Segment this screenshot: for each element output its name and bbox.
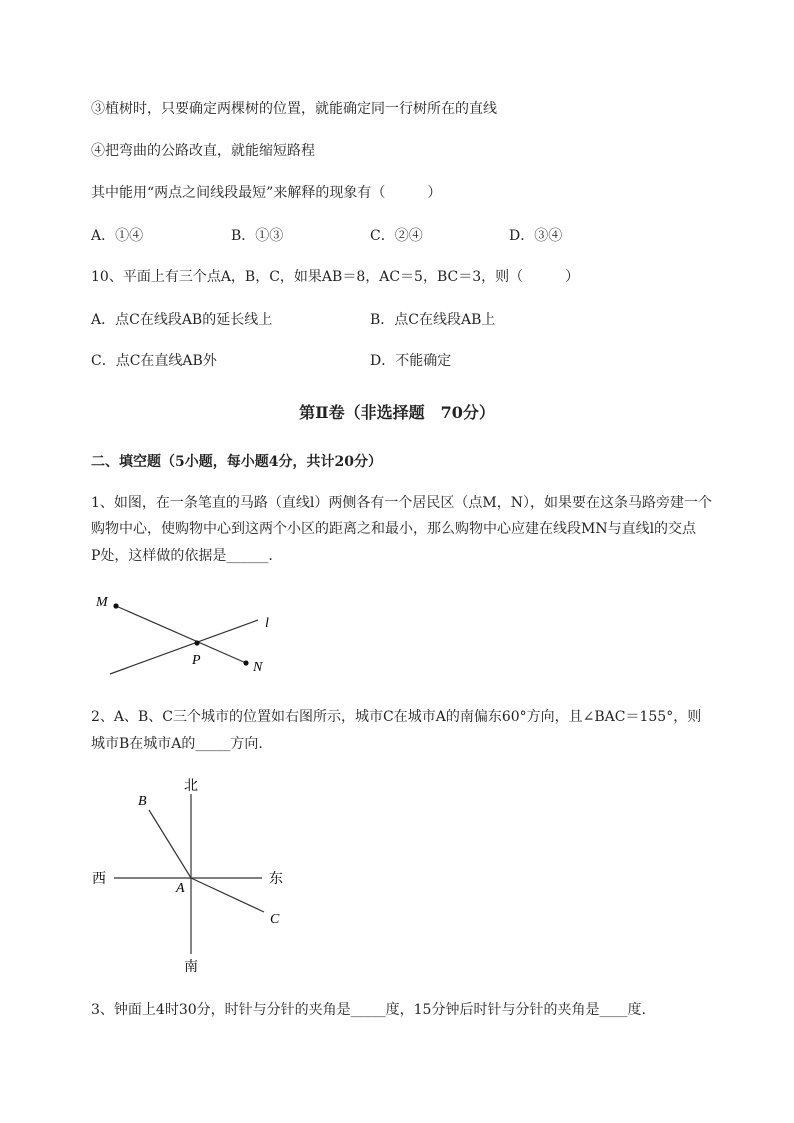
label-a: A [176, 881, 185, 896]
ray-ac [191, 878, 264, 912]
ray-ab [149, 810, 191, 878]
label-c: C [270, 912, 280, 927]
q9-option-c: C．②④ [370, 228, 423, 244]
section-title: 第Ⅱ卷（非选择题 70分） [299, 403, 495, 422]
fill-3-line-1: 3、钟面上4时30分，时针与分针的夹角是_____度，15分钟后时针与分针的夹角是____度. [91, 1002, 646, 1018]
point-p [194, 640, 199, 645]
fill-2-line-1: 2、A、B、C三个城市的位置如右图所示，城市C在城市A的南偏东60°方向，且∠BAC＝155°，则 [91, 709, 702, 725]
q10-option-b: B．点C在线段AB上 [370, 312, 496, 328]
label-p: P [192, 653, 201, 668]
statement-3: ③植树时，只要确定两棵树的位置，就能确定同一行树所在的直线 [91, 101, 497, 117]
label-east: 东 [269, 872, 283, 887]
fill-1-line-3: P处，这样做的依据是______. [91, 548, 273, 564]
question-9-stem: 其中能用“两点之间线段最短”来解释的现象有（ ） [91, 185, 442, 201]
line-l [110, 620, 258, 674]
fill-1-line-2: 购物中心，使购物中心到这两个小区的距离之和最小，那么购物中心应建在线段MN与直线l的交点 [91, 521, 697, 537]
q9-option-b: B．①③ [231, 228, 284, 244]
label-m: M [96, 595, 108, 610]
label-west: 西 [92, 872, 106, 887]
fill-2-line-2: 城市B在城市A的_____方向. [91, 736, 263, 752]
q9-option-d: D．③④ [509, 228, 563, 244]
figure-road-mn [90, 588, 290, 688]
q10-option-d: D．不能确定 [370, 353, 452, 369]
label-n: N [253, 660, 263, 675]
label-south: 南 [184, 960, 198, 975]
point-n [243, 660, 248, 665]
fill-1-line-1: 1、如图，在一条笔直的马路（直线l）两侧各有一个居民区（点M，N），如果要在这条马路旁建一个 [91, 495, 712, 511]
question-10-stem: 10、平面上有三个点A，B，C，如果AB＝8，AC＝5，BC＝3，则（ ） [91, 269, 580, 285]
label-l: l [265, 616, 269, 631]
point-m [113, 603, 118, 608]
statement-4: ④把弯曲的公路改直，就能缩短路程 [91, 143, 315, 159]
figure-compass [86, 772, 306, 977]
q10-option-c: C．点C在直线AB外 [91, 353, 217, 369]
segment-mn [116, 606, 246, 663]
q10-option-a: A．点C在线段AB的延长线上 [91, 312, 273, 328]
label-b: B [138, 794, 147, 809]
label-north: 北 [184, 779, 198, 794]
section-heading: 二、填空题（5小题，每小题4分，共计20分） [91, 454, 382, 470]
q9-option-a: A．①④ [91, 228, 144, 244]
